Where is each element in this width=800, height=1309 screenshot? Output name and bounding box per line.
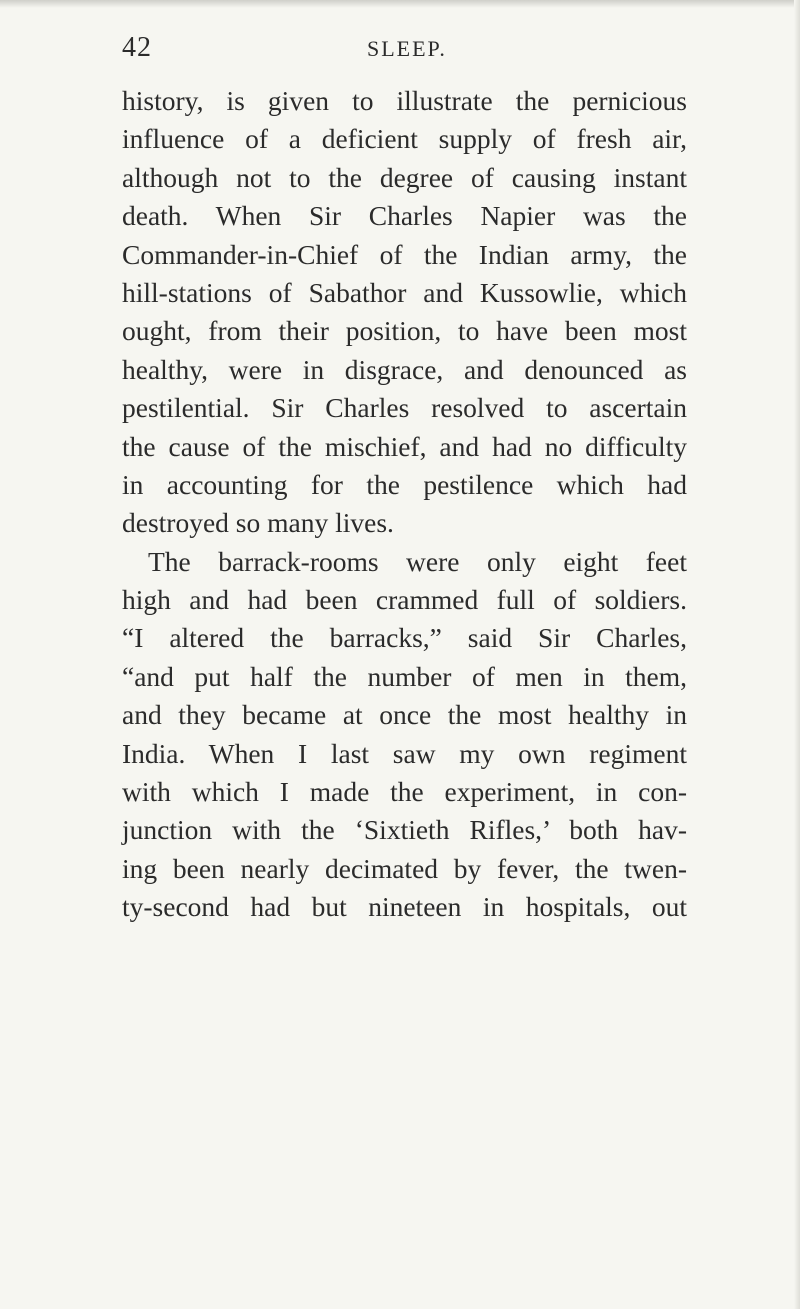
text-line-paragraph-start: The barrack-rooms were only eight feet <box>148 545 687 577</box>
text-line: although not to the degree of causing instant <box>122 161 687 193</box>
text-line: with which I made the experiment, in con- <box>122 776 687 808</box>
running-head: SLEEP. <box>367 36 447 61</box>
text-line: history, is given to illustrate the pernicious <box>122 85 687 116</box>
text-line: in accounting for the pestilence which had <box>122 468 687 500</box>
text-line: the cause of the mischief, and had no difficulty <box>122 430 687 462</box>
text-line: ing been nearly decimated by fever, the twen- <box>122 852 687 884</box>
text-line: hill-stations of Sabathor and Kussowlie, which <box>122 276 687 308</box>
text-line: Commander-in-Chief of the Indian army, the <box>122 238 687 270</box>
text-line: “and put half the number of men in them, <box>122 660 687 692</box>
page-header <box>122 32 682 72</box>
text-line: ty-second had but nineteen in hospitals, out <box>122 891 687 923</box>
text-line-paragraph-end: destroyed so many lives. <box>122 507 394 539</box>
body-text <box>122 82 687 927</box>
page-number: 42 <box>122 32 152 63</box>
text-line: and they became at once the most healthy in <box>122 699 687 731</box>
text-line: India. When I last saw my own regiment <box>122 737 687 769</box>
text-line: death. When Sir Charles Napier was the <box>122 200 687 232</box>
text-line: high and had been crammed full of soldiers. <box>122 584 687 616</box>
text-line: junction with the ‘Sixtieth Rifles,’ both hav- <box>122 814 687 846</box>
page-top-edge <box>0 0 800 8</box>
text-line: “I altered the barracks,” said Sir Charles, <box>122 622 687 654</box>
text-line: healthy, were in disgrace, and denounced as <box>122 353 687 385</box>
text-line: pestilential. Sir Charles resolved to ascertain <box>122 392 687 424</box>
page-right-edge <box>794 0 800 1309</box>
text-line: ought, from their position, to have been most <box>122 315 687 347</box>
text-line: influence of a deficient supply of fresh air, <box>122 123 687 155</box>
